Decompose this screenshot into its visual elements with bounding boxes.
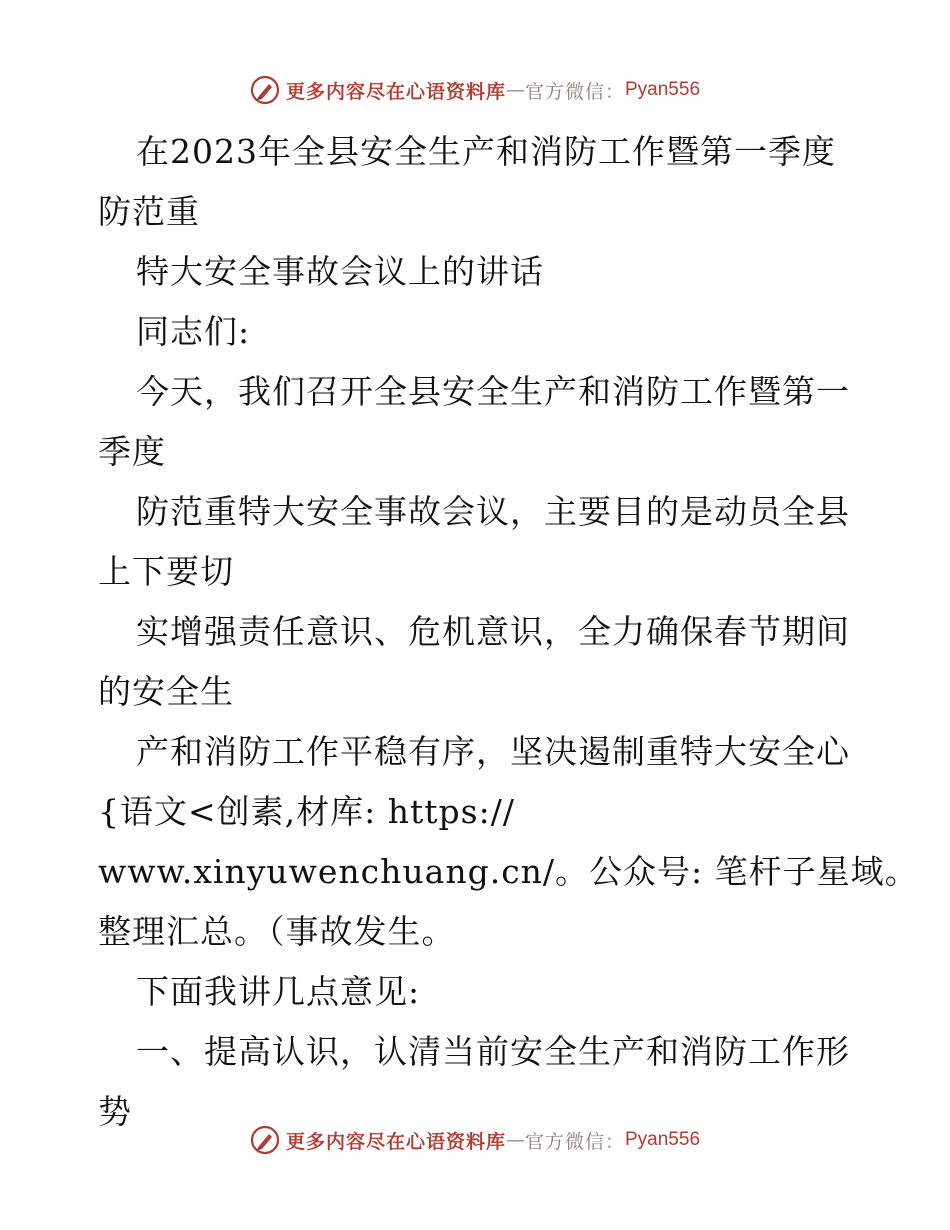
header-wechat-label: 官方微信： xyxy=(524,80,625,103)
paragraph-line: 今天，我们召开全县安全生产和消防工作暨第一 xyxy=(136,372,850,411)
paragraph-line: 防范重特大安全事故会议，主要目的是动员全县 xyxy=(136,492,850,531)
footer-wechat-label: 官方微信： xyxy=(524,1130,625,1153)
section-heading: 一、提高认识，认清当前安全生产和消防工作形 xyxy=(136,1032,850,1071)
footer-dash: — xyxy=(505,1129,525,1151)
title-line-3: 特大安全事故会议上的讲话 xyxy=(136,252,544,291)
header-watermark xyxy=(0,70,950,110)
pen-logo-icon xyxy=(250,1125,280,1155)
paragraph-line: 下面我讲几点意见: xyxy=(136,972,421,1011)
footer-wechat-id: Pyan556 xyxy=(625,1129,701,1150)
pen-logo-icon xyxy=(250,75,280,105)
header-dash: — xyxy=(505,79,525,101)
title-line-1: 在2023年全县安全生产和消防工作暨第一季度 xyxy=(136,132,836,171)
paragraph-line: {语文<创素,材库: https:// xyxy=(98,792,515,831)
footer-brand: 更多内容尽在心语资料库 xyxy=(285,1130,506,1153)
footer-watermark xyxy=(0,1120,950,1160)
document-body xyxy=(98,122,919,1142)
paragraph-line: 上下要切 xyxy=(98,552,234,591)
paragraph-line: 整理汇总。（事故发生。 xyxy=(98,912,456,951)
paragraph-line: 实增强责任意识、危机意识，全力确保春节期间 xyxy=(136,612,850,651)
paragraph-line: www.xinyuwenchuang.cn/。公众号: 笔杆子星域。 xyxy=(98,852,919,891)
title-line-2: 防范重 xyxy=(98,192,200,231)
salutation: 同志们: xyxy=(136,312,251,351)
section-heading: 势 xyxy=(98,1092,132,1131)
header-brand: 更多内容尽在心语资料库 xyxy=(285,80,506,103)
paragraph-line: 的安全生 xyxy=(98,672,234,711)
paragraph-line: 季度 xyxy=(98,432,166,471)
header-wechat-id: Pyan556 xyxy=(625,79,701,100)
paragraph-line: 产和消防工作平稳有序，坚决遏制重特大安全心 xyxy=(136,732,850,771)
